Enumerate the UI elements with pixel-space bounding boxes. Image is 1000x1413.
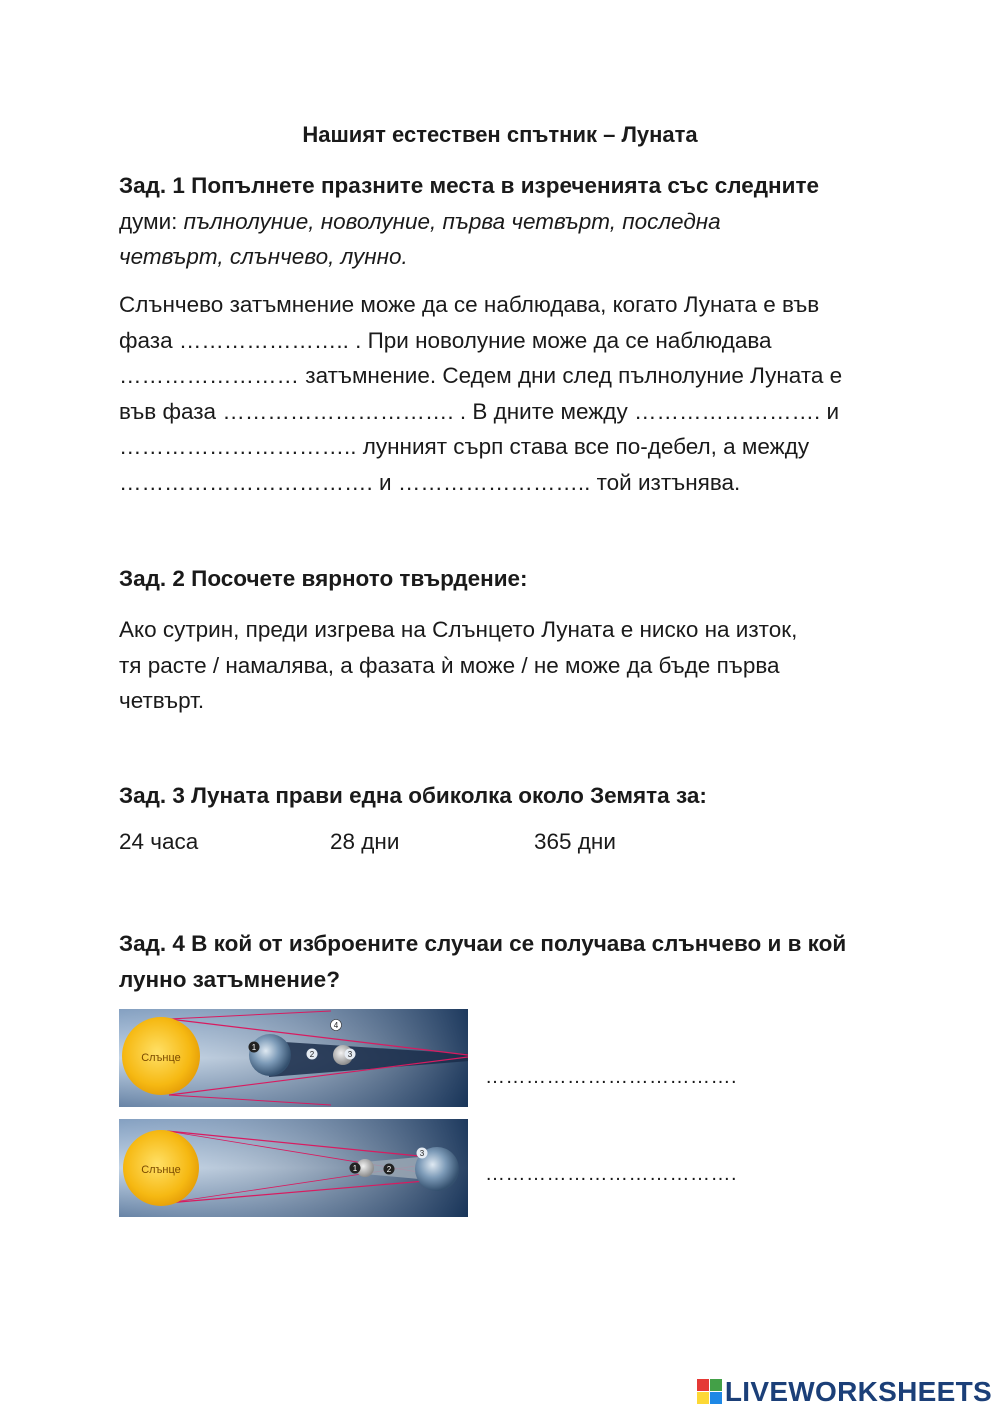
task1-words-list: пълнолуние, новолуние, първа четвърт, последна <box>183 208 721 234</box>
task1-line[interactable]: фаза ………………….. . При новолуние може да се наблюдава <box>119 327 772 353</box>
logo-blocks-icon <box>697 1379 723 1405</box>
task3-heading: Зад. 3 Луната прави една обиколка около Земята за: <box>119 783 707 808</box>
task4-heading-line: Зад. 4 В кой от изброените случаи се получава слънчево и в кой <box>119 931 847 956</box>
task1-line[interactable]: ………………………….. лунният сърп става все по-дебел, а между <box>119 434 810 459</box>
marker-2: 2 <box>386 1165 392 1174</box>
task3-option[interactable]: 365 дни <box>534 829 616 854</box>
sun-label: Слънце <box>141 1052 181 1064</box>
task2-line: Ако сутрин, преди изгрева на Слънцето Луната е ниско на изток, <box>119 617 798 642</box>
task4-heading-line: лунно затъмнение? <box>119 966 340 992</box>
task2-heading: Зад. 2 Посочете вярното твърдение: <box>119 566 528 591</box>
solar-eclipse-diagram <box>119 1119 468 1217</box>
task1-text <box>119 287 889 500</box>
task1-block <box>119 168 889 275</box>
task1-words-line <box>119 204 889 240</box>
task2-text <box>119 612 889 719</box>
lunar-eclipse-diagram <box>119 1009 468 1107</box>
task1-words-prefix: думи: <box>119 208 184 234</box>
task1-line[interactable]: ……………………………. и …………………….. той изтънява. <box>119 469 741 495</box>
task3-option[interactable]: 28 дни <box>330 829 400 854</box>
task1-words-list-2: четвърт, слънчево, лунно. <box>119 244 408 269</box>
task1-line[interactable]: …………………… затъмнение. Седем дни след пълнолуние Луната е <box>119 363 843 388</box>
task4-heading <box>119 926 889 997</box>
task1-line: Слънчево затъмнение може да се наблюдава, когато Луната е във <box>119 292 820 317</box>
marker-1: 1 <box>251 1043 257 1052</box>
earth-icon <box>249 1034 291 1076</box>
marker-4: 4 <box>333 1021 339 1030</box>
task1-line[interactable]: във фаза …………………………. . В дните между ……………………. и <box>119 398 840 424</box>
marker-2: 2 <box>309 1050 315 1059</box>
task1-heading: Зад. 1 Попълнете празните места в изреченията със следните <box>119 173 819 198</box>
answer-field-1[interactable]: ………………………………. <box>485 1066 738 1088</box>
brand-text: LIVEWORKSHEETS <box>724 1376 992 1407</box>
task2-line: четвърт. <box>119 688 205 713</box>
answer-field-2[interactable]: ………………………………. <box>485 1163 738 1185</box>
task3-option[interactable]: 24 часа <box>119 829 199 854</box>
task2-line[interactable]: тя расте / намалява, а фазата ѝ може / не може да бъде първа <box>119 652 780 678</box>
page-title: Нашият естествен спътник – Луната <box>302 122 698 147</box>
marker-3: 3 <box>419 1149 425 1158</box>
sun-label: Слънце <box>141 1164 181 1176</box>
marker-3: 3 <box>347 1050 353 1059</box>
liveworksheets-logo[interactable] <box>697 1374 992 1410</box>
marker-1: 1 <box>352 1164 358 1173</box>
